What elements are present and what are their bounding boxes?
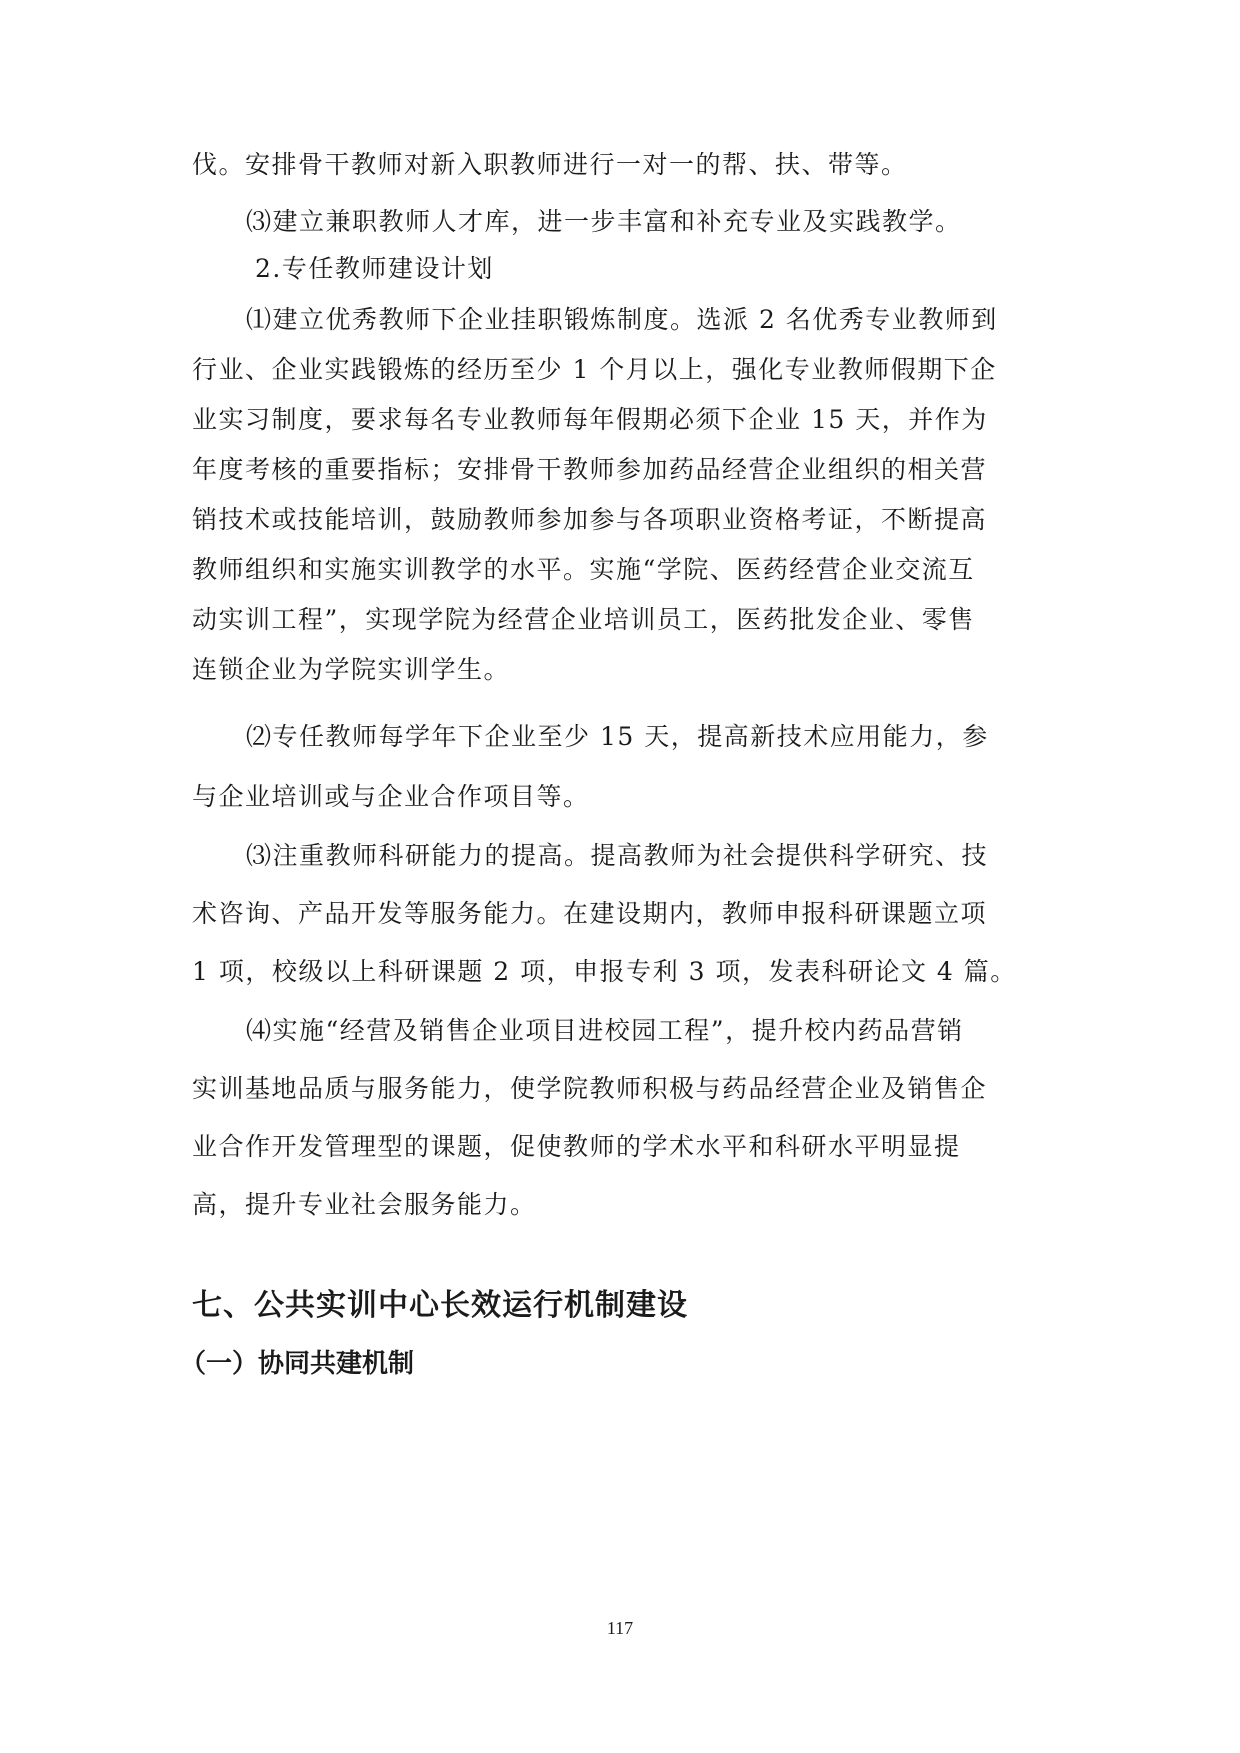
- paragraph-line: 业实习制度，要求每名专业教师每年假期必须下企业 15 天，并作为: [192, 405, 988, 434]
- paragraph-line: 销技术或技能培训，鼓励教师参加参与各项职业资格考证，不断提高: [192, 505, 988, 534]
- paragraph-line: 业合作开发管理型的课题，促使教师的学术水平和科研水平明显提: [192, 1132, 961, 1161]
- paragraph-line: 与企业培训或与企业合作项目等。: [192, 782, 590, 811]
- paragraph-line: ⑶注重教师科研能力的提高。提高教师为社会提供科学研究、技: [246, 841, 989, 870]
- paragraph-line: 行业、企业实践锻炼的经历至少 1 个月以上，强化专业教师假期下企: [192, 355, 997, 384]
- paragraph-line: 年度考核的重要指标；安排骨干教师参加药品经营企业组织的相关营: [192, 455, 988, 484]
- paragraph-line: 伐。安排骨干教师对新入职教师进行一对一的帮、扶、带等。: [192, 150, 908, 179]
- paragraph-line: 实训基地品质与服务能力，使学院教师积极与药品经营企业及销售企: [192, 1074, 988, 1103]
- paragraph-line: ⑵专任教师每学年下企业至少 15 天，提高新技术应用能力，参: [246, 722, 989, 751]
- paragraph-line: ⑴建立优秀教师下企业挂职锻炼制度。选派 2 名优秀专业教师到: [246, 305, 998, 334]
- paragraph-line: 教师组织和实施实训教学的水平。实施“学院、医药经营企业交流互: [192, 555, 975, 584]
- section-heading: 七、公共实训中心长效运行机制建设: [192, 1288, 688, 1323]
- subsection-heading: （一）协同共建机制: [180, 1349, 415, 1379]
- subheading-line: 2.专任教师建设计划: [255, 254, 494, 283]
- paragraph-line: ⑶建立兼职教师人才库，进一步丰富和补充专业及实践教学。: [246, 207, 962, 236]
- paragraph-line: 动实训工程”，实现学院为经营企业培训员工，医药批发企业、零售: [192, 605, 975, 634]
- paragraph-line: 连锁企业为学院实训学生。: [192, 655, 511, 684]
- paragraph-line: ⑷实施“经营及销售企业项目进校园工程”，提升校内药品营销: [246, 1016, 964, 1045]
- paragraph-line: 高，提升专业社会服务能力。: [192, 1190, 537, 1219]
- paragraph-line: 术咨询、产品开发等服务能力。在建设期内，教师申报科研课题立项: [192, 899, 988, 928]
- page-number: 117: [606, 1618, 634, 1638]
- paragraph-line: 1 项，校级以上科研课题 2 项，申报专利 3 项，发表科研论文 4 篇。: [192, 957, 1017, 986]
